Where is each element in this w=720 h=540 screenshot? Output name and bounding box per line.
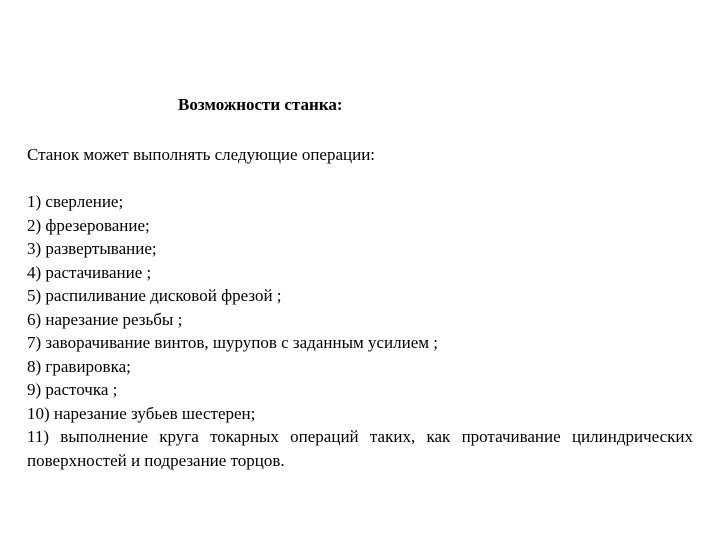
blank-line	[27, 167, 693, 191]
operation-item: 1) сверление;	[27, 192, 124, 211]
operation-item: 10) нарезание зубьев шестерен;	[27, 403, 256, 423]
slide-content	[27, 143, 693, 472]
operation-item: 6) нарезание резьбы ;	[27, 309, 183, 329]
operation-item: 3) развертывание;	[27, 239, 157, 258]
operation-item: 9) расточка ;	[27, 380, 118, 399]
operation-item: 11) выполнение круга токарных операций таких, как протачивание цилиндрических поверхностей и подрезание торцов.	[27, 427, 693, 470]
operations-list	[27, 190, 693, 472]
slide-title: Возможности станка:	[178, 95, 343, 114]
operation-item: 7) заворачивание винтов, шурупов с заданным усилием ;	[27, 333, 439, 352]
operation-item: 8) гравировка;	[27, 356, 131, 376]
operation-item: 4) растачивание ;	[27, 262, 152, 282]
intro-text: Станок может выполнять следующие операции:	[27, 145, 376, 164]
operation-item: 5) распиливание дисковой фрезой ;	[27, 286, 282, 305]
operation-item: 2) фрезерование;	[27, 215, 150, 235]
